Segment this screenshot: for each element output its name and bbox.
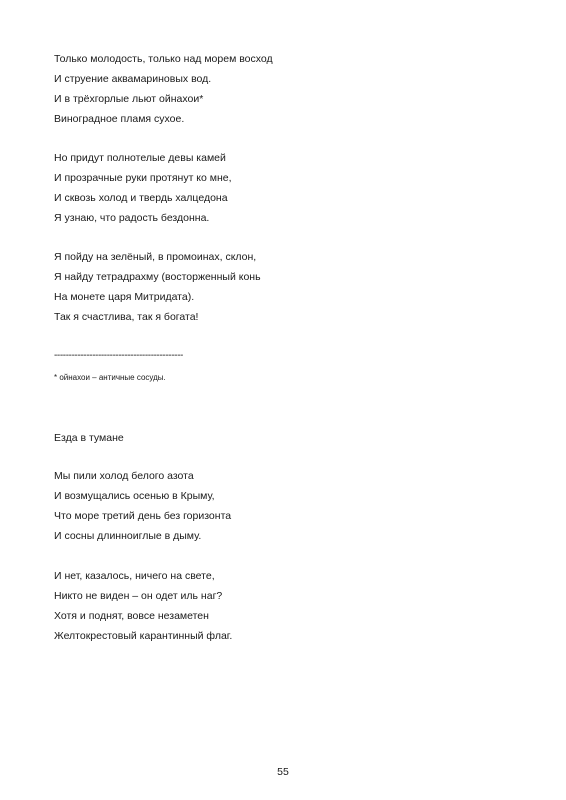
poem-title: Езда в тумане bbox=[54, 432, 124, 444]
poem-line: Только молодость, только над морем восход bbox=[54, 53, 273, 65]
poem-line: И возмущались осенью в Крыму, bbox=[54, 490, 215, 502]
poem-line: И сосны длинноиглые в дыму. bbox=[54, 530, 202, 542]
poem-line: Но придут полнотелые девы камей bbox=[54, 152, 226, 164]
poem-stanza bbox=[54, 49, 273, 129]
poem-line: Я найду тетрадрахму (восторженный конь bbox=[54, 271, 261, 283]
poem-line: Я узнаю, что радость бездонна. bbox=[54, 212, 210, 224]
poem-line: Никто не виден – он одет иль наг? bbox=[54, 590, 223, 602]
poem-line: Я пойду на зелёный, в промоинах, склон, bbox=[54, 251, 257, 263]
page-number: 55 bbox=[277, 766, 289, 778]
poem-line: Виноградное пламя сухое. bbox=[54, 113, 185, 125]
poem-line: На монете царя Митридата). bbox=[54, 291, 195, 303]
poem-line: Хотя и поднят, вовсе незаметен bbox=[54, 610, 209, 622]
poem-line: Желтокрестовый карантинный флаг. bbox=[54, 630, 233, 642]
poem-line: Что море третий день без горизонта bbox=[54, 510, 232, 522]
poem-line: И сквозь холод и твердь халцедона bbox=[54, 192, 228, 204]
poem-stanza bbox=[54, 566, 232, 646]
poem-line: И прозрачные руки протянут ко мне, bbox=[54, 172, 232, 184]
poem-line: Так я счастлива, так я богата! bbox=[54, 311, 199, 323]
poem-line: И струение аквамариновых вод. bbox=[54, 73, 212, 85]
poem-line: И нет, казалось, ничего на свете, bbox=[54, 570, 215, 582]
footnote-text: * ойнахои – античные сосуды. bbox=[54, 373, 166, 382]
poem-line: Мы пили холод белого азота bbox=[54, 470, 194, 482]
poem-stanza bbox=[54, 466, 231, 546]
poem-stanza bbox=[54, 247, 261, 327]
footnote-separator: -------------------------------------------- bbox=[54, 350, 183, 361]
poem-line: И в трёхгорлые льют ойнахои* bbox=[54, 93, 204, 105]
poem-stanza bbox=[54, 148, 232, 228]
